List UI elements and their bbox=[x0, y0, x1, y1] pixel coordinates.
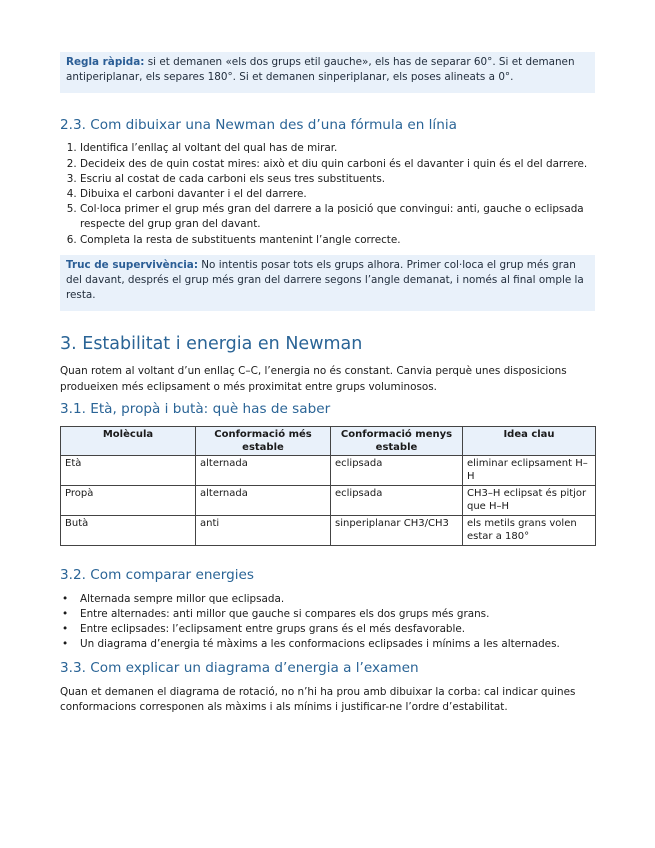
table-cell: eclipsada bbox=[331, 455, 463, 485]
energy-bullets bbox=[60, 592, 595, 653]
list-item: 1. Identifica l’enllaç al voltant del qual has de mirar. bbox=[80, 141, 595, 156]
list-item: 5. Col·loca primer el grup més gran del darrere a la posició que convingui: anti, gauche o eclipsada respecte del grup gran del davant. bbox=[80, 202, 595, 232]
table-row bbox=[61, 455, 596, 485]
table-cell: anti bbox=[196, 515, 331, 545]
table-cell: Propà bbox=[61, 485, 196, 515]
tip-callout-text: No intentis posar tots els grups alhora. Primer col·loca el grup més gran del davant, després el grup més gran del darrere segons l’angle demanat, i només al final omple la resta. bbox=[66, 258, 584, 302]
rule-callout bbox=[60, 52, 595, 93]
tip-callout-lead: Truc de supervivència: bbox=[66, 258, 198, 271]
steps-list bbox=[60, 141, 595, 247]
table-cell: Età bbox=[61, 455, 196, 485]
section-3-2-heading: 3.2. Com comparar energies bbox=[60, 566, 254, 583]
table-cell: alternada bbox=[196, 485, 331, 515]
table-header-row bbox=[61, 426, 596, 455]
rule-callout-text: si et demanen «els dos grups etil gauche», els has de separar 60°. Si et demanen antiperiplanar, els separes 180°. Si et demanen sinperiplanar, els poses alineats a 0°. bbox=[66, 56, 575, 84]
table-header-cell: Conformació menys estable bbox=[331, 426, 463, 455]
table-row bbox=[61, 515, 596, 545]
molecules-table bbox=[60, 426, 596, 546]
section-2-3-heading: 2.3. Com dibuixar una Newman des d’una fórmula en línia bbox=[60, 117, 457, 134]
list-item: • Entre alternades: anti millor que gauche si compares els dos grups més grans. bbox=[80, 607, 595, 622]
table-header-cell: Conformació més estable bbox=[196, 426, 331, 455]
section-3-intro: Quan rotem al voltant d’un enllaç C–C, l’energia no és constant. Canvia perquè unes disposicions produeixen més eclipsament o més proximitat entre grups voluminosos. bbox=[60, 365, 567, 393]
tip-callout bbox=[60, 255, 595, 312]
list-item: 4. Dibuixa el carboni davanter i el del darrere. bbox=[80, 187, 595, 202]
table-cell: Butà bbox=[61, 515, 196, 545]
table-header-cell: Idea clau bbox=[463, 426, 596, 455]
table-cell: els metils grans volen estar a 180° bbox=[463, 515, 596, 545]
list-item: 2. Decideix des de quin costat mires: això et diu quin carboni és el davanter i quin és el del darrere. bbox=[80, 157, 595, 172]
section-3-3-heading: 3.3. Com explicar un diagrama d’energia a l’examen bbox=[60, 659, 419, 676]
table-cell: sinperiplanar CH3/CH3 bbox=[331, 515, 463, 545]
section-3-1-heading: 3.1. Età, propà i butà: què has de saber bbox=[60, 400, 331, 417]
list-item: 6. Completa la resta de substituents mantenint l’angle correcte. bbox=[80, 233, 595, 248]
section-3-heading: 3. Estabilitat i energia en Newman bbox=[60, 334, 363, 355]
section-3-3-text: Quan et demanen el diagrama de rotació, no n’hi ha prou amb dibuixar la corba: cal indicar quines conformacions corresponen als màxims i als mínims i justificar-ne l’ordre d’estabilitat. bbox=[60, 685, 576, 713]
rule-callout-lead: Regla ràpida: bbox=[66, 56, 145, 68]
table-cell: CH3–H eclipsat és pitjor que H–H bbox=[463, 485, 596, 515]
document-page bbox=[60, 52, 595, 715]
list-item: • Entre eclipsades: l’eclipsament entre grups grans és el més desfavorable. bbox=[80, 622, 595, 637]
table-row bbox=[61, 485, 596, 515]
table-header-cell: Molècula bbox=[61, 426, 196, 455]
list-item: • Un diagrama d’energia té màxims a les conformacions eclipsades i mínims a les alternades. bbox=[80, 637, 595, 652]
table-cell: alternada bbox=[196, 455, 331, 485]
table-cell: eclipsada bbox=[331, 485, 463, 515]
list-item: 3. Escriu al costat de cada carboni els seus tres substituents. bbox=[80, 172, 595, 187]
table-cell: eliminar eclipsament H–H bbox=[463, 455, 596, 485]
list-item: • Alternada sempre millor que eclipsada. bbox=[80, 592, 595, 607]
